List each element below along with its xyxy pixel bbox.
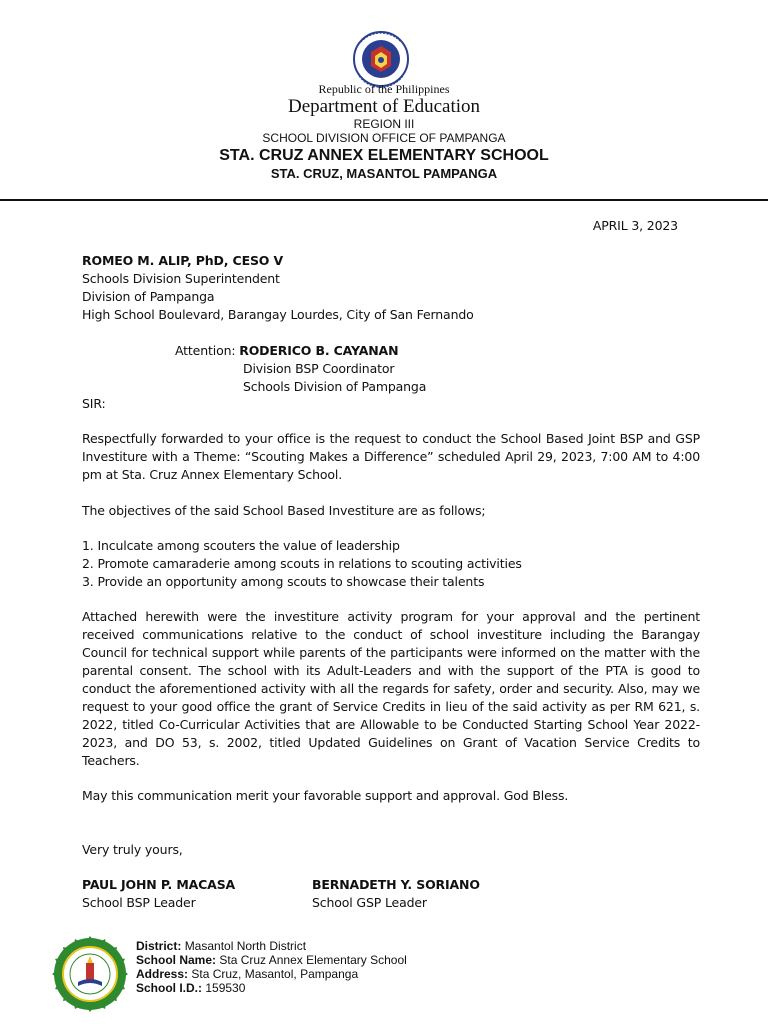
recipient-name: ROMEO M. ALIP, PhD, CESO V [82,253,284,268]
list-item: 2. Promote camaraderie among scouts in relations to scouting activities [82,556,522,571]
objectives-intro: The objectives of the said School Based Investiture are as follows; [82,503,486,518]
attention-line: Schools Division of Pampanga [243,379,427,394]
department-title: Department of Education [287,96,481,117]
signatory-gsp [312,876,552,912]
signatory-title: School GSP Leader [312,895,427,910]
recipient-line: Division of Pampanga [82,289,215,304]
region-line: REGION III [353,117,415,131]
district-label: District: [136,939,182,953]
recipient-line: High School Boulevard, Barangay Lourdes, City of San Fernando [82,307,474,322]
deped-seal-icon [341,30,421,88]
school-name-value: Sta Cruz Annex Elementary School [219,953,407,967]
attention-name: RODERICO B. CAYANAN [239,343,399,358]
district-value: Masantol North District [184,939,307,953]
salutation: SIR: [82,396,106,411]
address-label: Address: [136,967,189,981]
paragraph-attachments: Attached herewith were the investiture activity program for your approval and the pertinent received communications relative to the conduct of school investiture including the Barangay Council for technical support while parents of the participants were informed on the matter with the parental consent. The school with its Adult-Leaders and with the support of the PTA is good to conduct the aforementioned activity with all the regards for safety, order and security. Also, may we request to your good office the grant of Service Credits in lieu of the said activity as per RM 621, s. 2022, titled Co-Curricular Activities that are Allowable to be Conducted Starting School Year 2022-2023, and DO 53, s. 2002, titled Updated Guidelines on Grant of Vacation Service Credits to Teachers. [82,609,700,768]
attention-label: Attention: [175,343,236,358]
school-logo-icon [52,936,128,1012]
signatory-title: School BSP Leader [82,895,196,910]
address-value: Sta Cruz, Masantol, Pampanga [191,967,359,981]
header-divider [0,199,768,201]
division-office-line: SCHOOL DIVISION OFFICE OF PAMPANGA [262,131,506,145]
letter-date: APRIL 3, 2023 [592,218,678,233]
signatory-name: PAUL JOHN P. MACASA [82,877,236,892]
school-name-label: School Name: [136,953,217,967]
signatory-bsp [82,876,302,912]
objectives-list [82,537,700,591]
footer-details [136,939,696,995]
school-name-heading: STA. CRUZ ANNEX ELEMENTARY SCHOOL [219,147,549,164]
closing-paragraph: May this communication merit your favorable support and approval. God Bless. [82,788,569,803]
paragraph-request: Respectfully forwarded to your office is the request to conduct the School Based Joint BSP and GSP Investiture with a Theme: “Scouting Makes a Difference” scheduled April 29, 2023, 7:00 AM to 4:00 pm at Sta. Cruz Annex Elementary School. [82,431,700,482]
attention-line: Division BSP Coordinator [243,361,395,376]
recipient-block [82,252,692,324]
list-item: 3. Provide an opportunity among scouts to showcase their talents [82,574,485,589]
school-id-value: 159530 [205,981,246,995]
closing-line: Very truly yours, [82,842,183,857]
signatory-name: BERNADETH Y. SORIANO [312,877,480,892]
school-location-heading: STA. CRUZ, MASANTOL PAMPANGA [270,166,498,181]
recipient-line: Schools Division Superintendent [82,271,280,286]
attention-block [175,342,695,396]
republic-line: Republic of the Philippines [318,82,450,96]
school-id-label: School I.D.: [136,981,202,995]
list-item: 1. Inculcate among scouters the value of leadership [82,538,400,553]
